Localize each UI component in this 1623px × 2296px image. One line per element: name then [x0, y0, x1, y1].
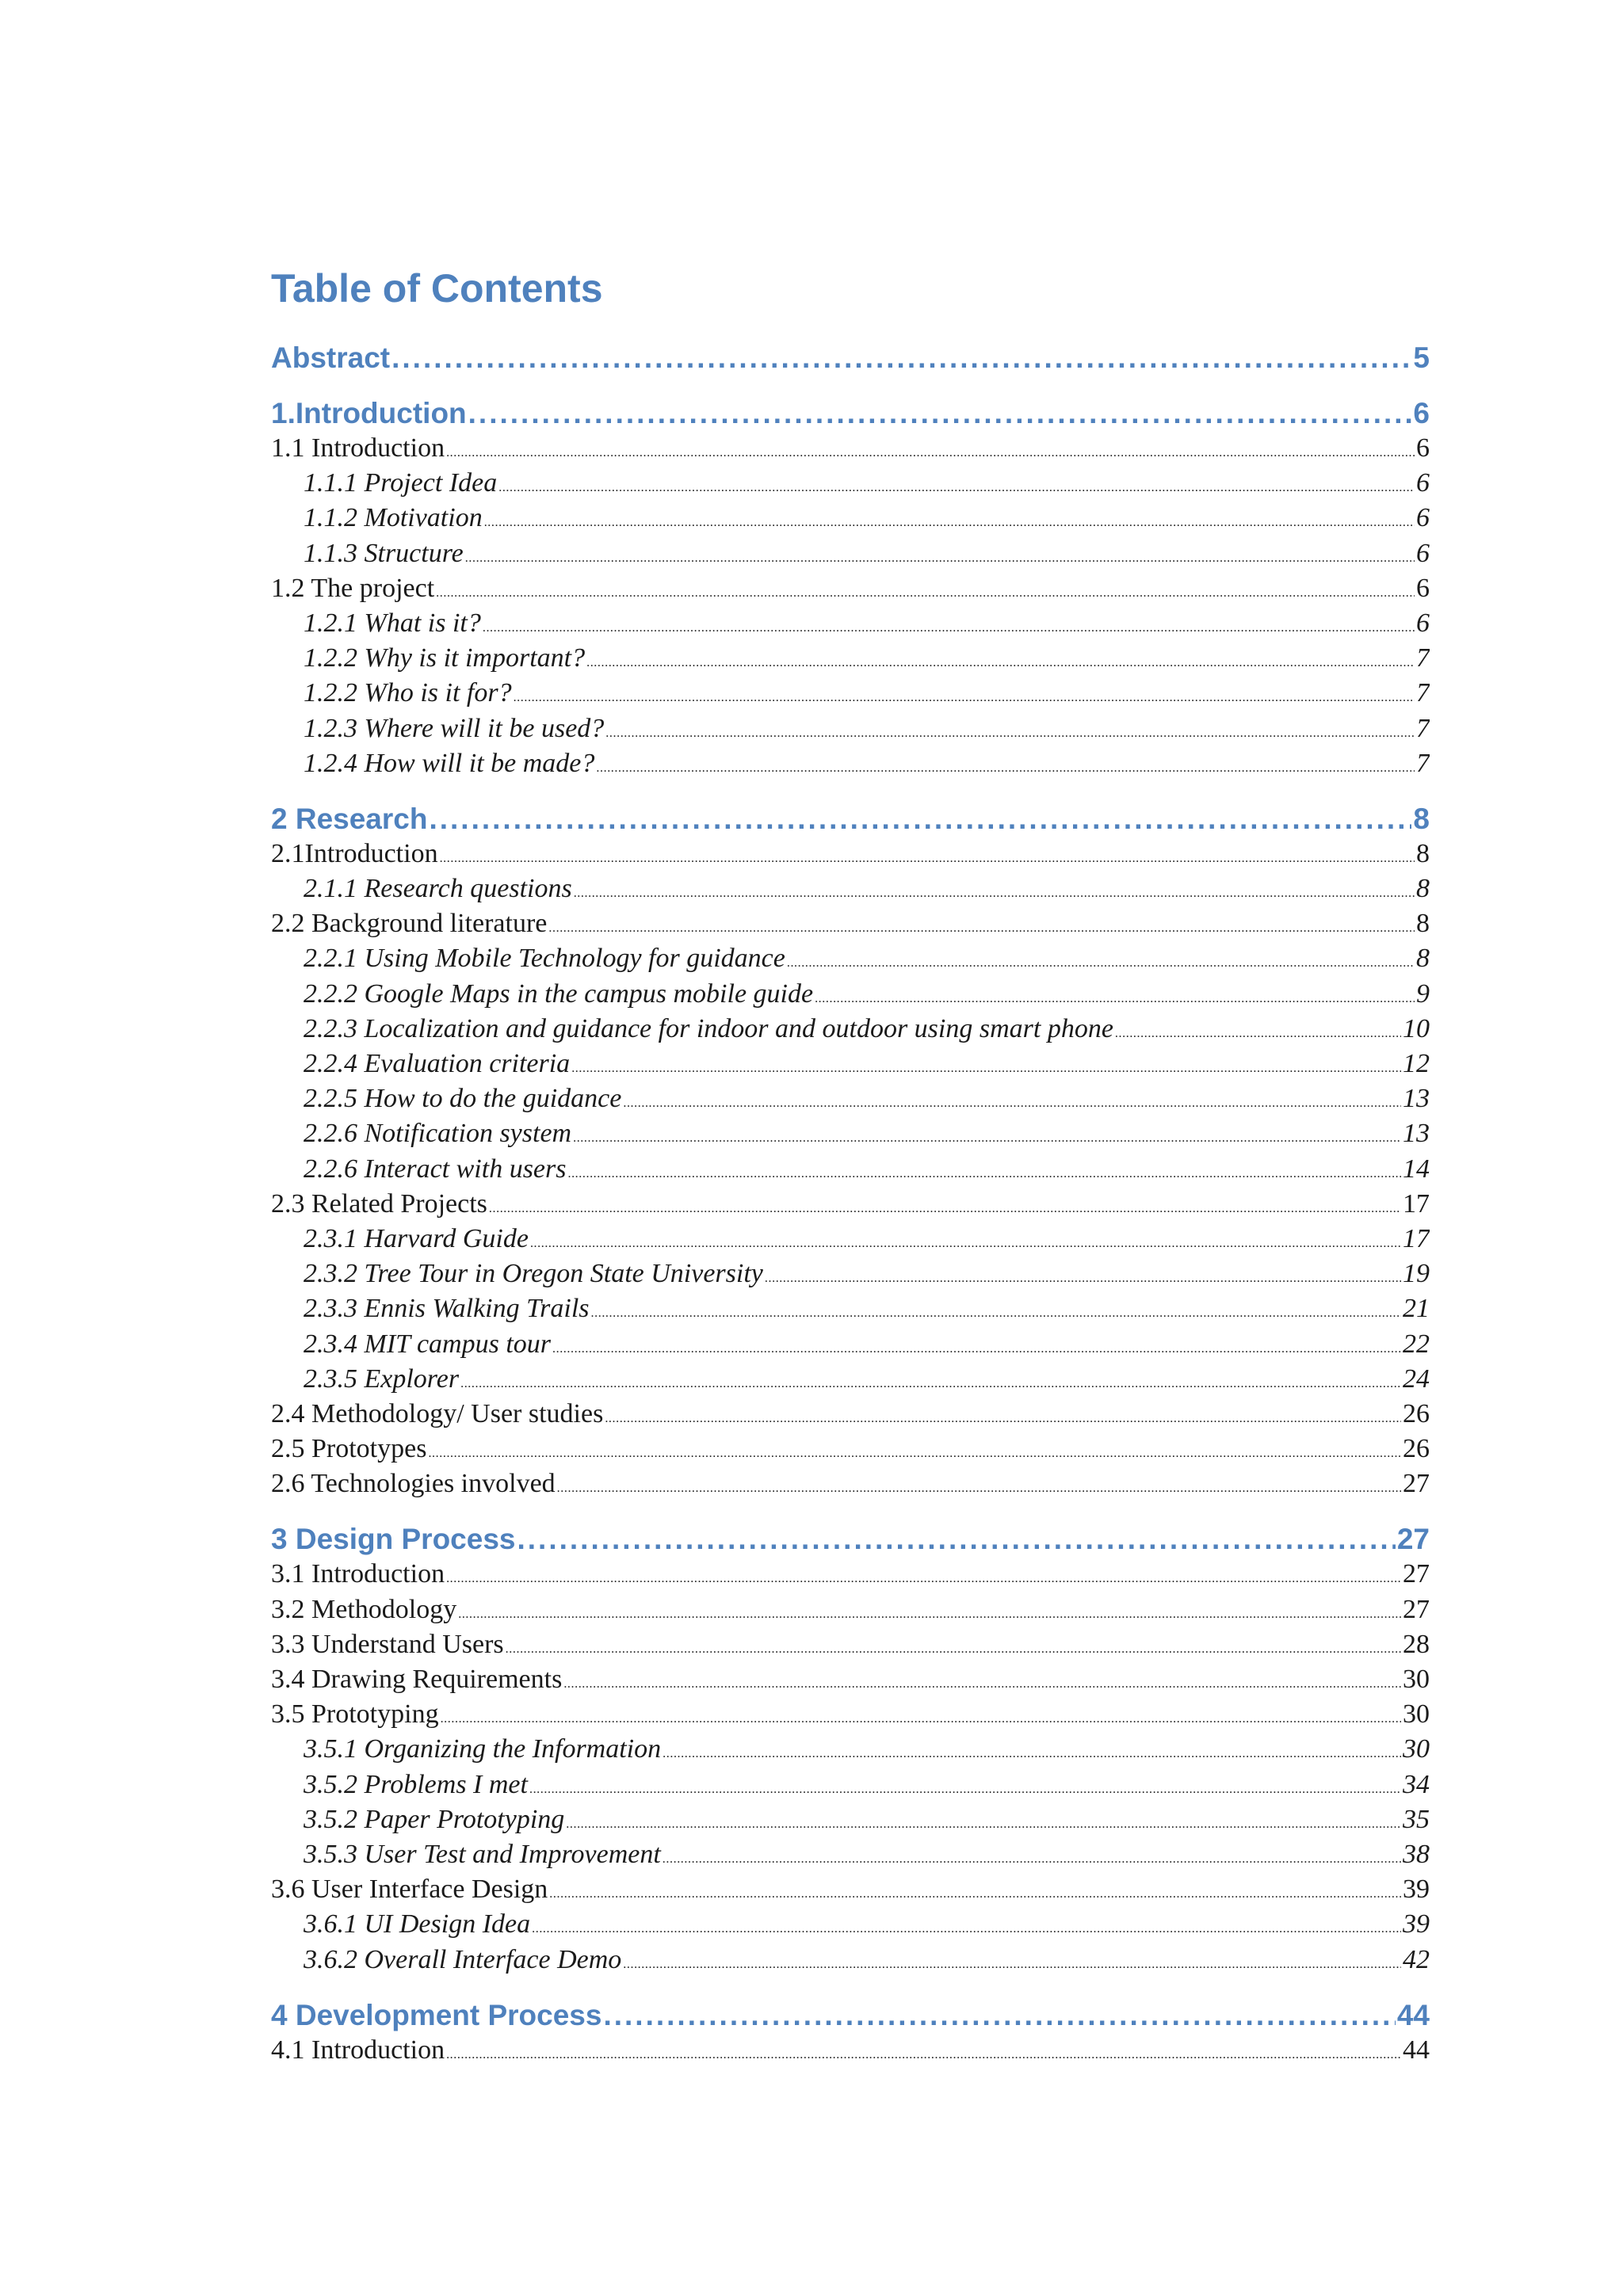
toc-entry-label: 3.6.2 Overall Interface Demo [304, 1944, 622, 1974]
toc-entry[interactable] [271, 1872, 1430, 1907]
toc-entry[interactable] [271, 1397, 1430, 1432]
toc-entry-label: 2.4 Methodology/ User studies [271, 1398, 604, 1428]
dot-leader [483, 611, 1415, 641]
toc-entry-label: 2.6 Technologies involved [271, 1469, 556, 1499]
toc-entry-label: 1.1.1 Project Idea [304, 468, 498, 498]
dot-leader [815, 982, 1415, 1012]
toc-entry-label: 3.6.1 UI Design Idea [304, 1909, 531, 1939]
toc-entry-label: 2.2.3 Localization and guidance for indoor and outdoor using smart phone [304, 1013, 1113, 1043]
toc-entry[interactable] [271, 1152, 1430, 1187]
toc-entry-page-number: 6 [1416, 538, 1430, 568]
dot-leader [391, 341, 1411, 376]
toc-entry-page-number: 13 [1403, 1119, 1430, 1149]
toc-entry[interactable] [271, 1081, 1430, 1116]
toc-entry[interactable] [271, 711, 1430, 746]
dot-leader [663, 1737, 1401, 1767]
toc-entry-page-number: 30 [1403, 1699, 1430, 1730]
dot-leader [532, 1912, 1401, 1942]
dot-leader [446, 436, 1415, 466]
toc-entry-page-number: 12 [1403, 1049, 1430, 1078]
dot-leader [441, 1702, 1401, 1732]
toc-entry-label: Abstract [271, 341, 391, 374]
toc-entry[interactable] [271, 1116, 1430, 1151]
toc-entry-label: 2 Research [271, 802, 428, 835]
dot-leader [603, 1998, 1395, 2033]
dot-leader [574, 876, 1415, 906]
toc-entry-label: 3.1 Introduction [271, 1559, 445, 1589]
toc-entry-label: 3.5.2 Problems I met [304, 1769, 528, 1799]
dot-leader [529, 1772, 1401, 1802]
toc-entry-label: 1.Introduction [271, 397, 467, 429]
toc-entry[interactable] [271, 802, 1430, 837]
toc-entry[interactable] [271, 431, 1430, 466]
toc-entry[interactable] [271, 1291, 1430, 1326]
toc-entry-page-number: 27 [1403, 1469, 1430, 1499]
toc-entry-label: 1.2.4 How will it be made? [304, 748, 595, 778]
toc-entry-page-number: 27 [1403, 1594, 1430, 1624]
toc-entry[interactable] [271, 1802, 1430, 1837]
dot-leader [446, 1562, 1401, 1592]
toc-entry-label: 2.2.5 How to do the guidance [304, 1084, 622, 1114]
dot-leader [765, 1261, 1401, 1291]
toc-entry[interactable] [271, 1047, 1430, 1081]
toc-entry-label: 1.2.3 Where will it be used? [304, 713, 605, 743]
dot-leader [468, 396, 1412, 431]
dot-leader [605, 1402, 1401, 1432]
toc-entry-label: 1.2 The project [271, 573, 435, 603]
toc-entry[interactable] [271, 641, 1430, 676]
dot-leader [446, 2038, 1401, 2068]
toc-entry[interactable] [271, 746, 1430, 781]
toc-entry-label: 3.5.3 User Test and Improvement [304, 1839, 661, 1869]
toc-entry[interactable] [271, 1012, 1430, 1047]
toc-entry-label: 2.3.2 Tree Tour in Oregon State University [304, 1259, 763, 1289]
toc-entry-label: 3.4 Drawing Requirements [271, 1665, 563, 1694]
dot-leader [428, 1436, 1401, 1466]
toc-list [271, 341, 1430, 2068]
toc-entry-label: 3.5.1 Organizing the Information [304, 1734, 662, 1764]
toc-entry-page-number: 7 [1416, 748, 1430, 778]
toc-entry-label: 1.1 Introduction [271, 433, 445, 463]
dot-leader [557, 1471, 1401, 1501]
toc-entry-page-number: 8 [1416, 874, 1430, 904]
dot-leader [623, 1086, 1401, 1116]
toc-entry[interactable] [271, 1362, 1430, 1397]
toc-entry-label: 3.5.2 Paper Prototyping [304, 1804, 565, 1834]
toc-entry-label: 3.2 Methodology [271, 1594, 457, 1624]
dot-leader [552, 1332, 1401, 1362]
toc-entry[interactable] [271, 1662, 1430, 1697]
toc-entry-page-number: 26 [1403, 1434, 1430, 1464]
toc-entry-page-number: 14 [1403, 1154, 1430, 1184]
toc-entry[interactable] [271, 1732, 1430, 1767]
toc-entry-page-number: 35 [1403, 1804, 1430, 1834]
toc-entry-label: 2.2 Background literature [271, 909, 548, 939]
toc-entry[interactable] [271, 1187, 1430, 1222]
toc-entry[interactable] [271, 536, 1430, 571]
toc-entry[interactable] [271, 571, 1430, 606]
toc-entry-page-number: 9 [1416, 978, 1430, 1009]
toc-entry-label: 2.2.6 Notification system [304, 1119, 572, 1149]
dot-leader [591, 1296, 1401, 1326]
dot-leader [787, 946, 1415, 976]
dot-leader [567, 1157, 1401, 1187]
toc-entry-label: 3.5 Prototyping [271, 1699, 439, 1730]
toc-entry-page-number: 6 [1416, 503, 1430, 533]
dot-leader [484, 505, 1415, 536]
toc-entry-page-number: 8 [1416, 944, 1430, 974]
toc-entry-label: 4.1 Introduction [271, 2035, 445, 2065]
toc-entry[interactable] [271, 941, 1430, 976]
toc-entry-page-number: 6 [1416, 433, 1430, 463]
toc-entry-label: 1.1.2 Motivation [304, 503, 483, 533]
toc-entry-page-number: 42 [1403, 1944, 1430, 1974]
toc-entry-label: 1.2.2 Why is it important? [304, 643, 586, 673]
toc-entry[interactable] [271, 1522, 1430, 1557]
toc-entry[interactable] [271, 871, 1430, 906]
dot-leader [605, 716, 1415, 746]
toc-entry[interactable] [271, 1907, 1430, 1942]
dot-leader [429, 802, 1411, 837]
toc-entry-label: 2.3.1 Harvard Guide [304, 1223, 529, 1253]
toc-entry[interactable] [271, 676, 1430, 711]
dot-leader [596, 751, 1415, 781]
toc-entry-label: 2.3.3 Ennis Walking Trails [304, 1294, 590, 1324]
toc-entry-label: 2.3.4 MIT campus tour [304, 1329, 551, 1359]
toc-entry[interactable] [271, 906, 1430, 941]
toc-entry[interactable] [271, 1327, 1430, 1362]
toc-entry-page-number: 5 [1413, 341, 1430, 374]
toc-entry-label: 2.5 Prototypes [271, 1434, 427, 1464]
dot-leader [566, 1807, 1401, 1837]
dot-leader [440, 841, 1415, 871]
toc-entry-page-number: 10 [1403, 1013, 1430, 1043]
toc-entry-page-number: 6 [1413, 397, 1430, 429]
toc-entry-label: 4 Development Process [271, 1998, 602, 2031]
dot-leader [517, 1522, 1395, 1557]
toc-entry-page-number: 7 [1416, 713, 1430, 743]
toc-entry-page-number: 21 [1403, 1294, 1430, 1324]
toc-entry[interactable] [271, 1697, 1430, 1732]
toc-entry[interactable] [271, 977, 1430, 1012]
toc-entry[interactable] [271, 606, 1430, 641]
toc-title: Table of Contents [271, 266, 603, 311]
toc-entry-label: 2.2.1 Using Mobile Technology for guidance [304, 944, 785, 974]
toc-entry-label: 2.1.1 Research questions [304, 874, 572, 904]
toc-entry-label: 3 Design Process [271, 1523, 516, 1556]
toc-entry-page-number: 28 [1403, 1629, 1430, 1659]
toc-entry-label: 2.3 Related Projects [271, 1188, 487, 1219]
dot-leader [571, 1051, 1401, 1081]
toc-entry-page-number: 39 [1403, 1909, 1430, 1939]
toc-entry-page-number: 26 [1403, 1398, 1430, 1428]
dot-leader [663, 1842, 1401, 1872]
toc-entry-page-number: 39 [1403, 1875, 1430, 1905]
toc-entry-page-number: 27 [1396, 1523, 1430, 1556]
toc-entry[interactable] [271, 1466, 1430, 1501]
toc-entry[interactable] [271, 1222, 1430, 1257]
dot-leader [548, 911, 1415, 941]
toc-entry[interactable] [271, 1257, 1430, 1291]
toc-entry[interactable] [271, 1592, 1430, 1627]
dot-leader [458, 1597, 1401, 1627]
dot-leader [489, 1192, 1401, 1222]
toc-entry-page-number: 22 [1403, 1329, 1430, 1359]
toc-entry-page-number: 24 [1403, 1363, 1430, 1394]
dot-leader [549, 1877, 1401, 1907]
dot-leader [573, 1121, 1401, 1151]
toc-entry[interactable] [271, 1768, 1430, 1802]
toc-entry[interactable] [271, 1432, 1430, 1466]
toc-entry[interactable] [271, 1837, 1430, 1872]
toc-entry-page-number: 17 [1403, 1223, 1430, 1253]
dot-leader [460, 1367, 1401, 1397]
toc-entry-label: 2.1Introduction [271, 838, 438, 868]
toc-entry-page-number: 30 [1403, 1665, 1430, 1694]
toc-entry-label: 1.1.3 Structure [304, 538, 464, 568]
dot-leader [586, 646, 1415, 676]
toc-entry-page-number: 30 [1403, 1734, 1430, 1764]
toc-entry-page-number: 7 [1416, 678, 1430, 708]
toc-entry-label: 1.2.2 Who is it for? [304, 678, 512, 708]
toc-entry-page-number: 44 [1403, 2035, 1430, 2065]
dot-leader [436, 576, 1415, 606]
toc-entry-page-number: 27 [1403, 1559, 1430, 1589]
dot-leader [498, 471, 1415, 501]
toc-entry-label: 3.3 Understand Users [271, 1629, 504, 1659]
toc-entry-page-number: 38 [1403, 1839, 1430, 1869]
toc-entry-label: 2.2.4 Evaluation criteria [304, 1049, 571, 1078]
toc-entry-page-number: 17 [1403, 1188, 1430, 1219]
toc-entry[interactable] [271, 837, 1430, 871]
toc-entry[interactable] [271, 1627, 1430, 1662]
toc-entry-label: 2.2.6 Interact with users [304, 1154, 567, 1184]
toc-entry[interactable] [271, 341, 1430, 376]
toc-entry[interactable] [271, 1943, 1430, 1978]
toc-entry[interactable] [271, 1557, 1430, 1592]
dot-leader [1115, 1016, 1401, 1047]
toc-entry[interactable] [271, 501, 1430, 536]
toc-entry[interactable] [271, 396, 1430, 431]
toc-entry[interactable] [271, 2033, 1430, 2068]
toc-entry-label: 1.2.1 What is it? [304, 608, 481, 638]
toc-entry-label: 2.3.5 Explorer [304, 1363, 460, 1394]
dot-leader [506, 1632, 1401, 1662]
dot-leader [563, 1667, 1401, 1697]
dot-leader [465, 541, 1415, 571]
toc-entry-page-number: 13 [1403, 1084, 1430, 1114]
toc-entry-label: 2.2.2 Google Maps in the campus mobile guide [304, 978, 814, 1009]
toc-entry-page-number: 8 [1413, 802, 1430, 835]
toc-entry-label: 3.6 User Interface Design [271, 1875, 548, 1905]
toc-entry-page-number: 44 [1396, 1998, 1430, 2031]
toc-entry-page-number: 6 [1416, 573, 1430, 603]
toc-entry-page-number: 6 [1416, 468, 1430, 498]
toc-entry[interactable] [271, 1998, 1430, 2033]
toc-entry[interactable] [271, 466, 1430, 501]
toc-entry-page-number: 7 [1416, 643, 1430, 673]
dot-leader [530, 1226, 1401, 1257]
dot-leader [623, 1947, 1401, 1978]
dot-leader [514, 681, 1415, 711]
toc-entry-page-number: 34 [1403, 1769, 1430, 1799]
toc-entry-page-number: 19 [1403, 1259, 1430, 1289]
toc-entry-page-number: 8 [1416, 838, 1430, 868]
toc-entry-page-number: 6 [1416, 608, 1430, 638]
toc-entry-page-number: 8 [1416, 909, 1430, 939]
